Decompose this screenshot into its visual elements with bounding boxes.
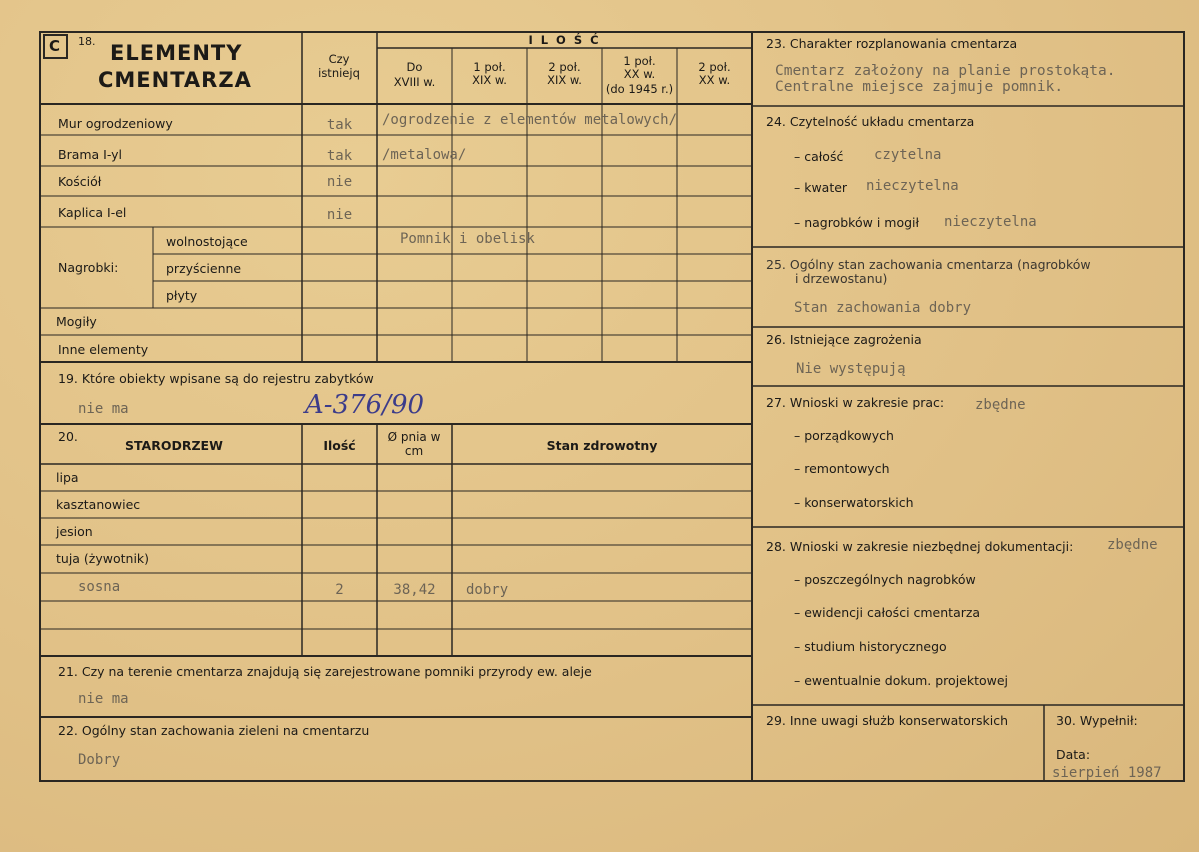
q27-label: 27. Wnioski w zakresie prac: <box>766 395 945 410</box>
q27-item-remontowych: – remontowych <box>794 461 890 476</box>
q28-value: zbędne <box>1107 537 1158 553</box>
period-5-l2: XX w. <box>698 73 731 87</box>
period-4-l1: 1 poł. <box>623 54 656 68</box>
period-1-l1: Do <box>406 60 423 74</box>
tree-name-jesion: jesion <box>56 524 93 539</box>
element-czy-brama: tak <box>326 148 353 164</box>
tree-pnia-sosna: 38,42 <box>393 582 436 598</box>
element-note-mur: /ogrodzenie z elementów metalowych/ <box>382 112 678 128</box>
q24-item-nagrobkow: – nagrobków i mogił <box>794 215 920 230</box>
nagrobki-note: Pomnik i obelisk <box>400 231 535 247</box>
q20-col-ilosc: Ilość <box>323 438 356 453</box>
q28-item-nagrobkow: – poszczególnych nagrobków <box>794 572 976 587</box>
nagrobki-plyty: płyty <box>166 288 198 303</box>
q20-number: 20. <box>58 429 78 444</box>
q27-item-porzadkowych: – porządkowych <box>794 428 894 443</box>
q24-item-calosc: – całość <box>794 149 844 164</box>
element-label-mur: Mur ogrodzeniowy <box>58 116 173 131</box>
q24-value-kwater: nieczytelna <box>866 178 959 194</box>
q20-col-stan: Stan zdrowotny <box>546 438 658 453</box>
q21-label: 21. Czy na terenie cmentarza znajdują się zarejestrowane pomniki przyrody ew. aleje <box>58 664 592 679</box>
tree-name-sosna: sosna <box>78 579 121 595</box>
q28-item-studium: – studium historycznego <box>794 639 947 654</box>
q24-value-nagrobkow: nieczytelna <box>944 214 1037 230</box>
q28-label: 28. Wnioski w zakresie niezbędnej dokumentacji: <box>766 539 1074 554</box>
element-label-kosciol: Kościół <box>58 174 102 189</box>
tree-stan-sosna: dobry <box>466 582 509 598</box>
element-czy-kosciol: nie <box>326 174 353 190</box>
nagrobki-label: Nagrobki: <box>58 260 119 275</box>
q23-value-line-2: Centralne miejsce zajmuje pomnik. <box>775 79 1064 95</box>
period-3-l1: 2 poł. <box>548 60 581 74</box>
q28-item-ewidencji: – ewidencji całości cmentarza <box>794 605 981 620</box>
period-2-l2: XIX w. <box>472 73 507 87</box>
section-18-number: 18. <box>78 35 96 48</box>
col-czy-istnieje: Czy istniejq <box>318 52 360 80</box>
element-label-brama: Brama I-yl <box>58 147 123 162</box>
tree-ilosc-sosna: 2 <box>335 582 344 598</box>
period-1-l2: XVIII w. <box>393 75 436 89</box>
q21-value: nie ma <box>78 691 129 707</box>
nagrobki-wolnostojace: wolnostojące <box>166 234 248 249</box>
q26-value: Nie występują <box>796 361 906 377</box>
q29-label: 29. Inne uwagi służb konserwatorskich <box>766 713 1008 728</box>
q27-value: zbędne <box>975 397 1026 413</box>
q30-data-value: sierpień 1987 <box>1052 765 1162 781</box>
inne-elementy-label: Inne elementy <box>58 342 149 357</box>
period-5-l1: 2 poł. <box>698 60 731 74</box>
q20-col-pnia: Ø pnia w cm <box>387 430 441 458</box>
tree-name-kasztanowiec: kasztanowiec <box>56 497 141 512</box>
element-label-kaplica: Kaplica I-el <box>58 205 127 220</box>
q19-register-number: A-376/90 <box>305 390 425 420</box>
element-czy-kaplica: nie <box>326 207 353 223</box>
q20-col-starodrzew: STARODRZEW <box>125 438 223 453</box>
title-line-1: ELEMENTY <box>110 41 243 65</box>
nagrobki-przyscienne: przyścienne <box>166 261 242 276</box>
q19-label: 19. Które obiekty wpisane są do rejestru zabytków <box>58 371 374 386</box>
q24-value-calosc: czytelna <box>874 147 942 163</box>
period-4-l3: (do 1945 r.) <box>605 82 674 96</box>
tree-name-tuja: tuja (żywotnik) <box>56 551 150 566</box>
q24-label: 24. Czytelność układu cmentarza <box>766 114 975 129</box>
q25-label-line-2: i drzewostanu) <box>795 271 888 286</box>
col-ilosc: I L O Ś Ć <box>528 33 601 47</box>
element-czy-mur: tak <box>326 117 353 133</box>
tree-name-lipa: lipa <box>56 470 79 485</box>
q23-label: 23. Charakter rozplanowania cmentarza <box>766 36 1018 51</box>
element-note-brama-text: /metalowa/ <box>382 147 467 163</box>
q22-value: Dobry <box>78 752 121 768</box>
title-line-2: CMENTARZA <box>98 68 252 92</box>
q30-data-label: Data: <box>1056 747 1091 762</box>
period-4-l2: XX w. <box>623 67 656 81</box>
section-letter: C <box>49 37 61 55</box>
q26-label: 26. Istniejące zagrożenia <box>766 332 922 347</box>
period-3-l2: XIX w. <box>547 73 582 87</box>
period-2-l1: 1 poł. <box>473 60 506 74</box>
q30-label: 30. Wypełnił: <box>1056 713 1138 728</box>
q23-value-line-1: Cmentarz założony na planie prostokąta. <box>775 63 1116 79</box>
q27-item-konserwatorskich: – konserwatorskich <box>794 495 914 510</box>
q19-value: nie ma <box>78 401 129 417</box>
q25-label-line-1: 25. Ogólny stan zachowania cmentarza (nagrobków <box>766 257 1091 272</box>
mogily-label: Mogiły <box>56 314 97 329</box>
q25-value: Stan zachowania dobry <box>794 300 972 316</box>
q22-label: 22. Ogólny stan zachowania zieleni na cmentarzu <box>58 723 370 738</box>
q24-item-kwater: – kwater <box>794 180 848 195</box>
q28-item-projektowej: – ewentualnie dokum. projektowej <box>794 673 1009 688</box>
